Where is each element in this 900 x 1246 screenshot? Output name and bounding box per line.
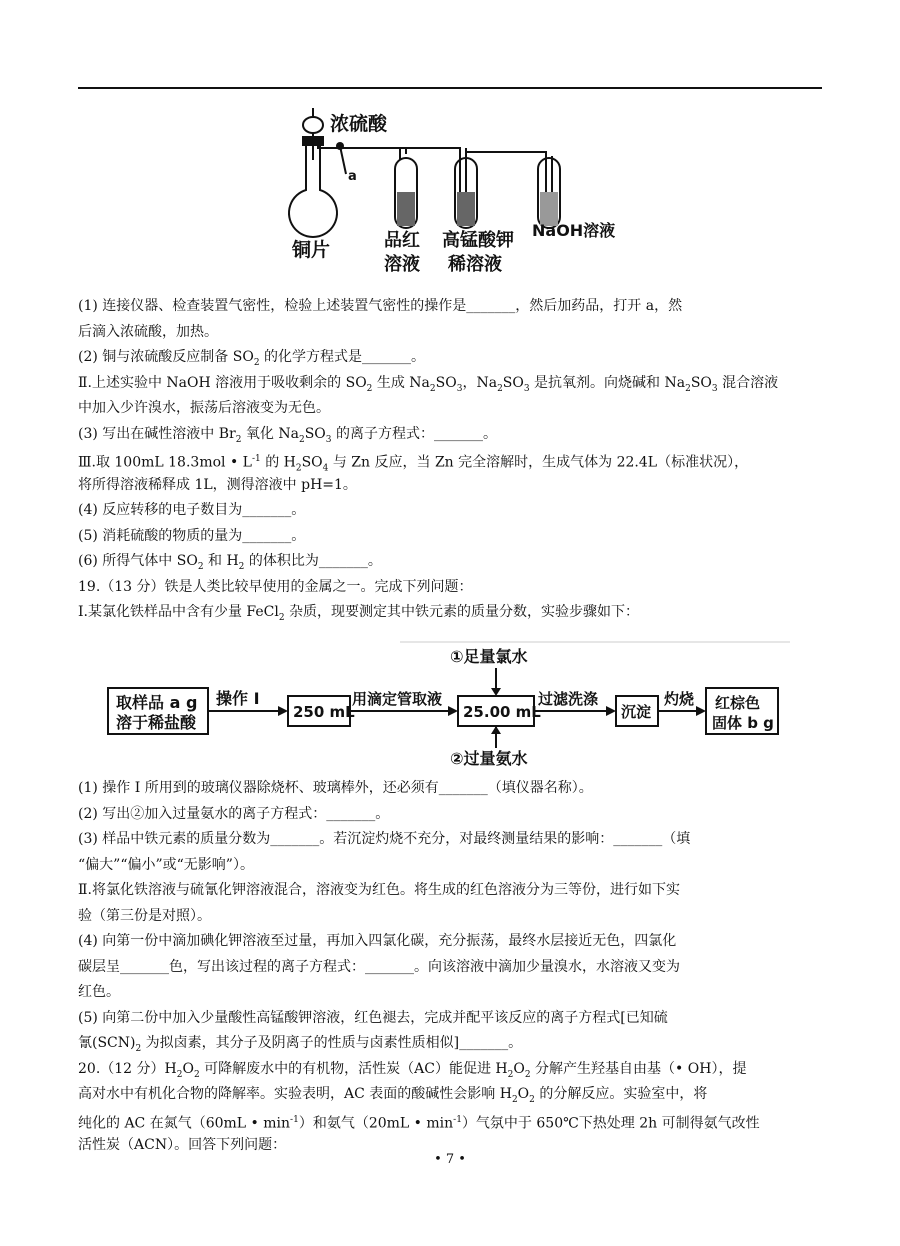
- q18-III-line1: Ⅲ.取 100mL 18.3mol • $L^{-1}$ 的 $H_2SO_4$ 与 Zn 反应，当 Zn 完全溶解时，生成气体为 22.4L（标准状况），: [78, 454, 749, 474]
- flow-chart: [100, 640, 800, 775]
- q19-4-line2: 碳层呈_______色，写出该过程的离子方程式：_______。向该溶液中滴加少量溴水，水溶液又变为: [78, 959, 680, 975]
- q18-1-line2: 后滴入浓硫酸，加热。: [78, 324, 218, 340]
- flow-box-25-label: 25.00 mL: [463, 703, 541, 721]
- flow-arrow-ignite: 灼烧: [664, 690, 695, 708]
- q18-4: (4) 反应转移的电子数目为_______。: [78, 502, 306, 518]
- tube1-label-2: 溶液: [384, 254, 420, 275]
- q20-line3: 纯化的 AC 在氮气（60mL • $\min^{-1}$）和氨气（20mL • $\min^{-1}$）气氛中于 650℃下热处理 2h 可制得氨气改性: [78, 1115, 760, 1132]
- q19-title: 19.（13 分）铁是人类比较早使用的金属之一。完成下列问题：: [78, 579, 473, 595]
- tube1-label-1: 品红: [384, 230, 420, 251]
- q19-5-line2: 氰$(SCN)_2$ 为拟卤素，其分子及阴离子的性质与卤素性质相似]_______。: [78, 1035, 523, 1054]
- flow-box-solid-line2: 固体 b g: [712, 714, 774, 732]
- q18-2: (2) 铜与浓硫酸反应制备 $SO_2$ 的化学方程式是_______。: [78, 349, 425, 368]
- flow-box-solid-line1: 红棕色: [715, 694, 761, 712]
- flow-arrow-pipette: 用滴定管取液: [352, 690, 443, 708]
- flow-box-sample-line1: 取样品 a g: [116, 693, 198, 712]
- flow-box-sample-line2: 溶于稀盐酸: [116, 713, 197, 732]
- acid-label: 浓硫酸: [330, 113, 388, 135]
- header-rule: [78, 87, 822, 89]
- q18-6: (6) 所得气体中 $SO_2$ 和 $H_2$ 的体积比为_______。: [78, 553, 382, 572]
- tube2-label-1: 高锰酸钾: [442, 230, 514, 251]
- q19-II-line2: 验（第三份是对照）。: [78, 908, 211, 924]
- flow-arrow-op1: 操作 I: [216, 689, 260, 708]
- flow-arrow-filter: 过滤洗涤: [538, 690, 599, 708]
- q18-1-line1: (1) 连接仪器、检查装置气密性，检验上述装置气密性的操作是_______，然后加药品，打开 a，然: [78, 298, 683, 314]
- q19-II-line1: Ⅱ.将氯化铁溶液与硫氰化钾溶液混合，溶液变为红色。将生成的红色溶液分为三等份，进行如下实: [78, 882, 680, 898]
- q19-4-line1: (4) 向第一份中滴加碘化钾溶液至过量，再加入四氯化碳，充分振荡，最终水层接近无色，四氯化: [78, 933, 677, 949]
- q18-5: (5) 消耗硫酸的物质的量为_______。: [78, 528, 306, 544]
- q20-line2: 高对水中有机化合物的降解率。实验表明，AC 表面的酸碱性会影响 $H_2O_2$ 的分解反应。实验室中，将: [78, 1086, 708, 1105]
- q20-line4: 活性炭（ACN）。回答下列问题：: [78, 1137, 287, 1153]
- tube3-label: NaOH溶液: [532, 221, 616, 240]
- flask-label: 铜片: [292, 239, 331, 261]
- q19-1: (1) 操作 I 所用到的玻璃仪器除烧杯、玻璃棒外，还必须有_______（填仪器名称）。: [78, 780, 593, 796]
- q19-3-line2: “偏大”“偏小”或“无影响”）。: [78, 857, 254, 873]
- valve-label: a: [348, 169, 357, 184]
- q18-III-line2: 将所得溶液稀释成 1L，测得溶液中 pH=1。: [78, 477, 357, 493]
- q19-5-line1: (5) 向第二份中加入少量酸性高锰酸钾溶液，红色褪去，完成并配平该反应的离子方程式[已知硫: [78, 1010, 668, 1026]
- apparatus-diagram: [280, 100, 640, 280]
- q19-I: Ⅰ.某氯化铁样品中含有少量 FeCl$_2$ 杂质，现要测定其中铁元素的质量分数，实验步骤如下：: [78, 604, 640, 623]
- page-number: • 7 •: [434, 1152, 466, 1167]
- q18-II-line2: 中加入少许溴水，振荡后溶液变为无色。: [78, 400, 330, 416]
- flow-top-reagent: ①足量氯水: [450, 647, 528, 666]
- flow-box-precipitate-label: 沉淀: [621, 703, 652, 721]
- tube2-label-2: 稀溶液: [448, 254, 502, 275]
- q20-line1: 20.（12 分）$H_2O_2$ 可降解废水中的有机物，活性炭（AC）能促进 $H_2O_2$ 分解产生羟基自由基（• OH），提: [78, 1061, 747, 1080]
- q19-4-line3: 红色。: [78, 984, 120, 1000]
- separatory-funnel: [303, 117, 323, 133]
- q18-II-line1: Ⅱ.上述实验中 NaOH 溶液用于吸收剩余的 $SO_2$ 生成 $Na_2SO_3$，$Na_2SO_3$ 是抗氧剂。向烧碱和 $Na_2SO_3$ 混合溶液: [78, 375, 779, 394]
- q19-2: (2) 写出②加入过量氨水的离子方程式：_______。: [78, 806, 390, 822]
- flow-bottom-reagent: ②过量氨水: [450, 749, 528, 768]
- q18-3: (3) 写出在碱性溶液中 $Br_2$ 氧化 $Na_2SO_3$ 的离子方程式：_______。: [78, 426, 497, 445]
- flow-box-250-label: 250 mL: [293, 703, 355, 721]
- q19-3-line1: (3) 样品中铁元素的质量分数为_______。若沉淀灼烧不充分，对最终测量结果的影响：_______（填: [78, 831, 691, 847]
